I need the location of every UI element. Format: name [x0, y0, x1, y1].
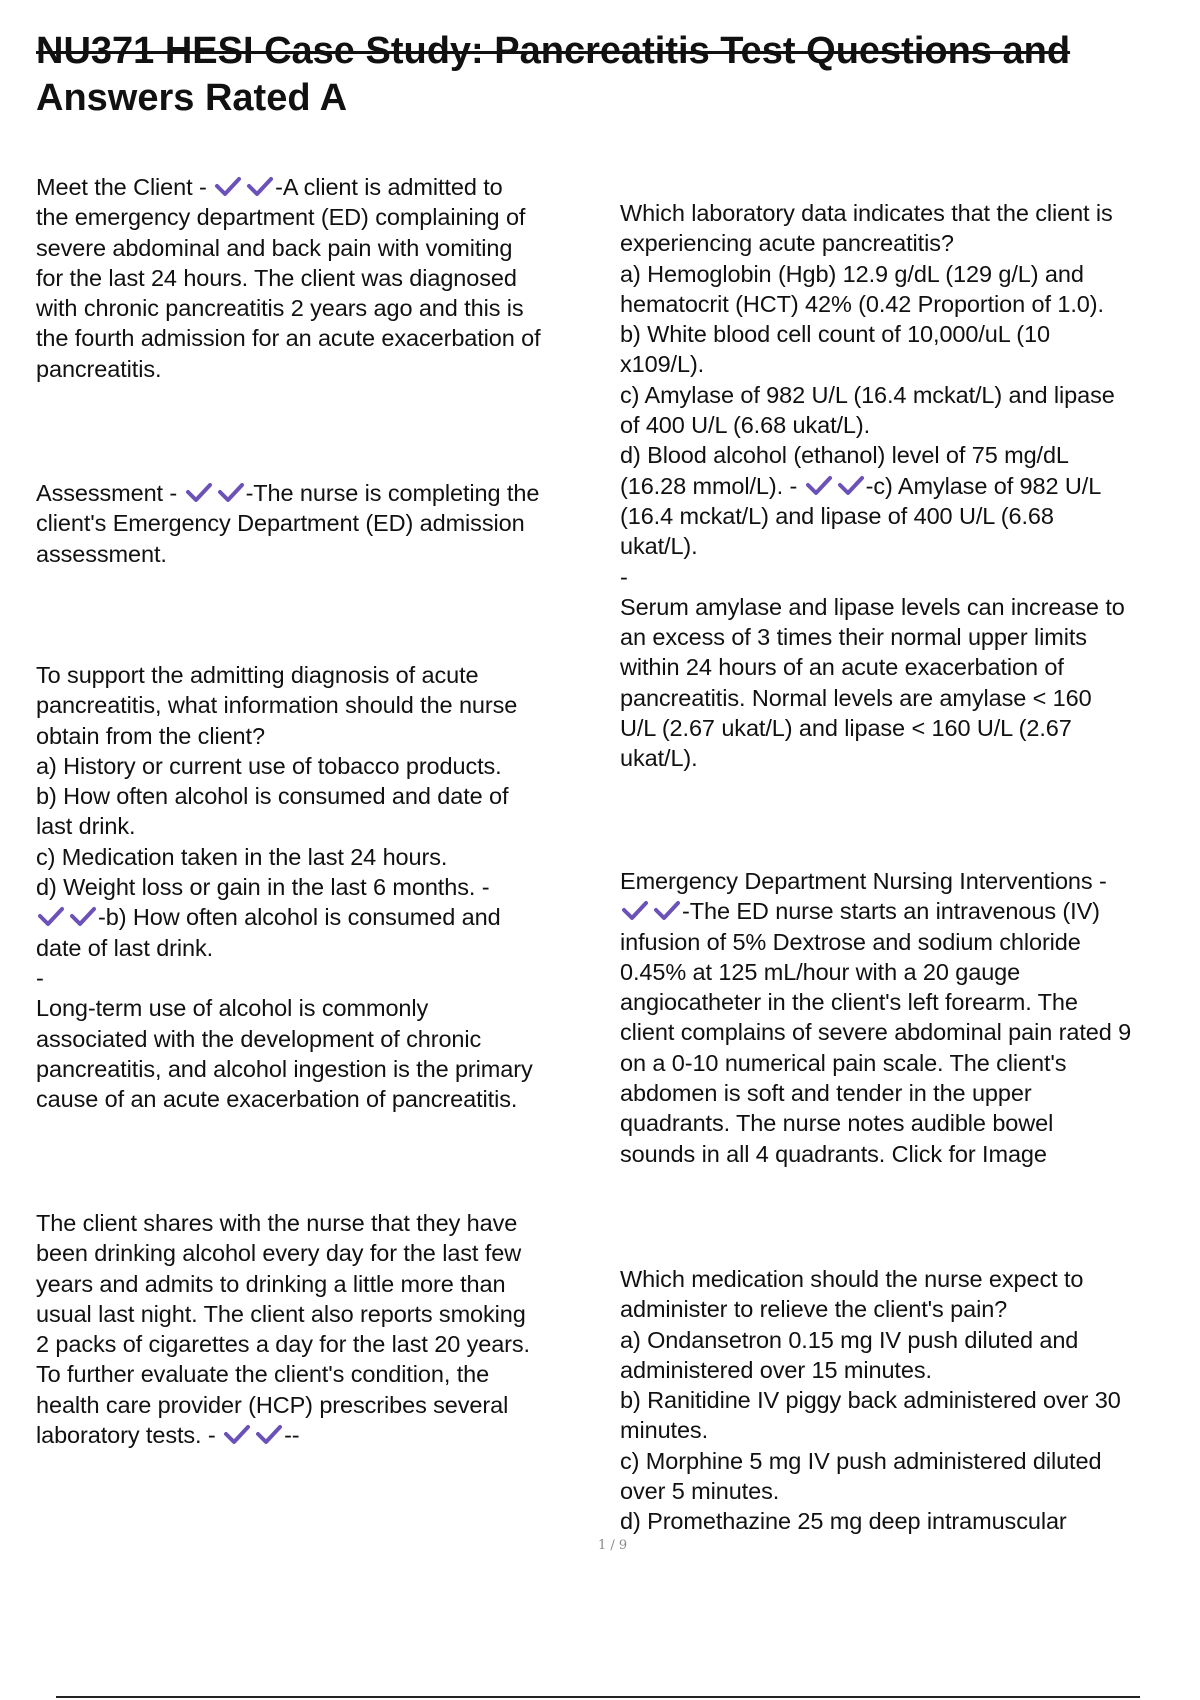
double-check-icon: [804, 472, 866, 498]
text-line: pancreatitis.: [36, 355, 162, 382]
rationale-line: Serum amylase and lipase levels can increase to: [620, 593, 1125, 620]
text-line: assessment.: [36, 540, 167, 567]
ed-answer-line: -The ED nurse starts an intravenous (IV): [620, 896, 1131, 926]
rationale-line: ukat/L).: [620, 745, 698, 772]
text-line: severe abdominal and back pain with vomiting: [36, 234, 513, 261]
text-line: The client shares with the nurse that they have: [36, 1210, 518, 1236]
text-line: client complains of severe abdominal pain rated 9: [620, 1019, 1132, 1046]
text-line: x109/L).: [620, 351, 705, 378]
text-line: of 400 U/L (6.68 ukat/L).: [620, 412, 871, 439]
text-line: over 5 minutes.: [620, 1478, 780, 1505]
text-line: infusion of 5% Dextrose and sodium chloride: [620, 928, 1081, 955]
text-line: minutes.: [620, 1417, 709, 1444]
rationale-line: cause of an acute exacerbation of pancreatitis.: [36, 1086, 518, 1113]
ed-interventions-block: [620, 866, 1131, 1169]
footer-divider: [56, 1696, 1140, 1698]
ed-interventions-heading: Emergency Department Nursing Interventions -: [620, 868, 1107, 894]
assessment-heading: Assessment - -The nurse is completing the: [36, 480, 540, 506]
text-line: on a 0-10 numerical pain scale. The client's: [620, 1049, 1067, 1076]
text-line: usual last night. The client also reports smoking: [36, 1300, 526, 1327]
text-line: angiocatheter in the client's left forearm. The: [620, 989, 1078, 1016]
support-diagnosis-block: [36, 660, 533, 1114]
lab-question-block: [620, 198, 1125, 774]
text-line: administer to relieve the client's pain?: [620, 1296, 1008, 1323]
meet-client-heading: Meet the Client - -A client is admitted to: [36, 174, 503, 200]
text-line: health care provider (HCP) prescribes several: [36, 1391, 509, 1418]
text-line: 2 packs of cigarettes a day for the last 20 years.: [36, 1331, 530, 1358]
title-line-2: Answers Rated A: [36, 77, 348, 119]
text-line: sounds in all 4 quadrants. Click for Image: [620, 1140, 1047, 1167]
text-line: -: [36, 964, 44, 991]
text-line: the emergency department (ED) complaining of: [36, 204, 526, 231]
option-a: a) Ondansetron 0.15 mg IV push diluted and: [620, 1326, 1079, 1353]
option-b: b) White blood cell count of 10,000/uL (10: [620, 321, 1050, 348]
text-line: experiencing acute pancreatitis?: [620, 230, 954, 257]
text-line: ukat/L).: [620, 533, 698, 560]
rationale-line: Long-term use of alcohol is commonly: [36, 995, 429, 1022]
text-line: date of last drink.: [36, 934, 214, 961]
text-line: with chronic pancreatitis 2 years ago and this is: [36, 295, 524, 322]
text-line: last drink.: [36, 813, 136, 840]
text-line: To support the admitting diagnosis of acute: [36, 662, 479, 688]
rationale-line: pancreatitis. Normal levels are amylase < 160: [620, 684, 1092, 711]
option-c: c) Amylase of 982 U/L (16.4 mckat/L) and lipase: [620, 381, 1115, 408]
text-line: administered over 15 minutes.: [620, 1356, 932, 1383]
page-number: 1 / 9: [598, 1538, 628, 1553]
answer-line: laboratory tests. - --: [36, 1422, 300, 1449]
option-a: a) Hemoglobin (Hgb) 12.9 g/dL (129 g/L) and: [620, 260, 1084, 287]
rationale-line: pancreatitis, and alcohol ingestion is the primary: [36, 1055, 533, 1082]
double-check-icon: [620, 897, 682, 923]
option-a: a) History or current use of tobacco products.: [36, 752, 502, 779]
double-check-icon: [184, 479, 246, 505]
title-line-1: NU371 HESI Case Study: Pancreatitis Test Questions and: [36, 30, 1071, 72]
client-shares-block: [36, 1208, 530, 1450]
text-line: years and admits to drinking a little more than: [36, 1270, 506, 1297]
rationale-line: associated with the development of chronic: [36, 1025, 482, 1052]
text-line: quadrants. The nurse notes audible bowel: [620, 1110, 1054, 1137]
text-line: To further evaluate the client's condition, the: [36, 1361, 490, 1388]
double-check-icon: [36, 903, 98, 929]
text-line: abdomen is soft and tender in the upper: [620, 1080, 1032, 1107]
option-c: c) Medication taken in the last 24 hours.: [36, 843, 448, 870]
medication-question-block: [620, 1264, 1121, 1537]
text-line: pancreatitis, what information should the nurse: [36, 692, 518, 719]
assessment-block: [36, 478, 539, 569]
text-line: been drinking alcohol every day for the last few: [36, 1240, 522, 1267]
option-b: b) Ranitidine IV piggy back administered over 30: [620, 1387, 1121, 1414]
option-b: b) How often alcohol is consumed and date of: [36, 783, 509, 810]
text-line: Which laboratory data indicates that the client is: [620, 200, 1113, 226]
option-c: c) Morphine 5 mg IV push administered diluted: [620, 1447, 1102, 1474]
document-title: [36, 28, 1156, 122]
rationale-line: within 24 hours of an acute exacerbation of: [620, 654, 1064, 681]
text-line: Which medication should the nurse expect to: [620, 1266, 1084, 1292]
double-check-icon: [222, 1421, 284, 1447]
rationale-line: U/L (2.67 ukat/L) and lipase < 160 U/L (2.67: [620, 715, 1072, 742]
option-d: d) Promethazine 25 mg deep intramuscular: [620, 1508, 1067, 1535]
text-line: for the last 24 hours. The client was diagnosed: [36, 264, 517, 291]
option-d: d) Weight loss or gain in the last 6 months. -: [36, 874, 490, 901]
text-line: the fourth admission for an acute exacerbation of: [36, 325, 541, 352]
text-line: -: [620, 563, 628, 590]
meet-client-block: [36, 172, 541, 384]
answer-line: (16.28 mmol/L). - -c) Amylase of 982 U/L: [620, 472, 1102, 499]
rationale-line: an excess of 3 times their normal upper limits: [620, 624, 1087, 651]
answer-line: -b) How often alcohol is consumed and: [36, 902, 533, 932]
option-d: d) Blood alcohol (ethanol) level of 75 mg/dL: [620, 442, 1069, 469]
text-line: 0.45% at 125 mL/hour with a 20 gauge: [620, 958, 1021, 985]
text-line: (16.4 mckat/L) and lipase of 400 U/L (6.68: [620, 502, 1054, 529]
text-line: hematocrit (HCT) 42% (0.42 Proportion of 1.0).: [620, 290, 1104, 317]
double-check-icon: [213, 173, 275, 199]
text-line: client's Emergency Department (ED) admission: [36, 510, 525, 537]
text-line: obtain from the client?: [36, 722, 265, 749]
